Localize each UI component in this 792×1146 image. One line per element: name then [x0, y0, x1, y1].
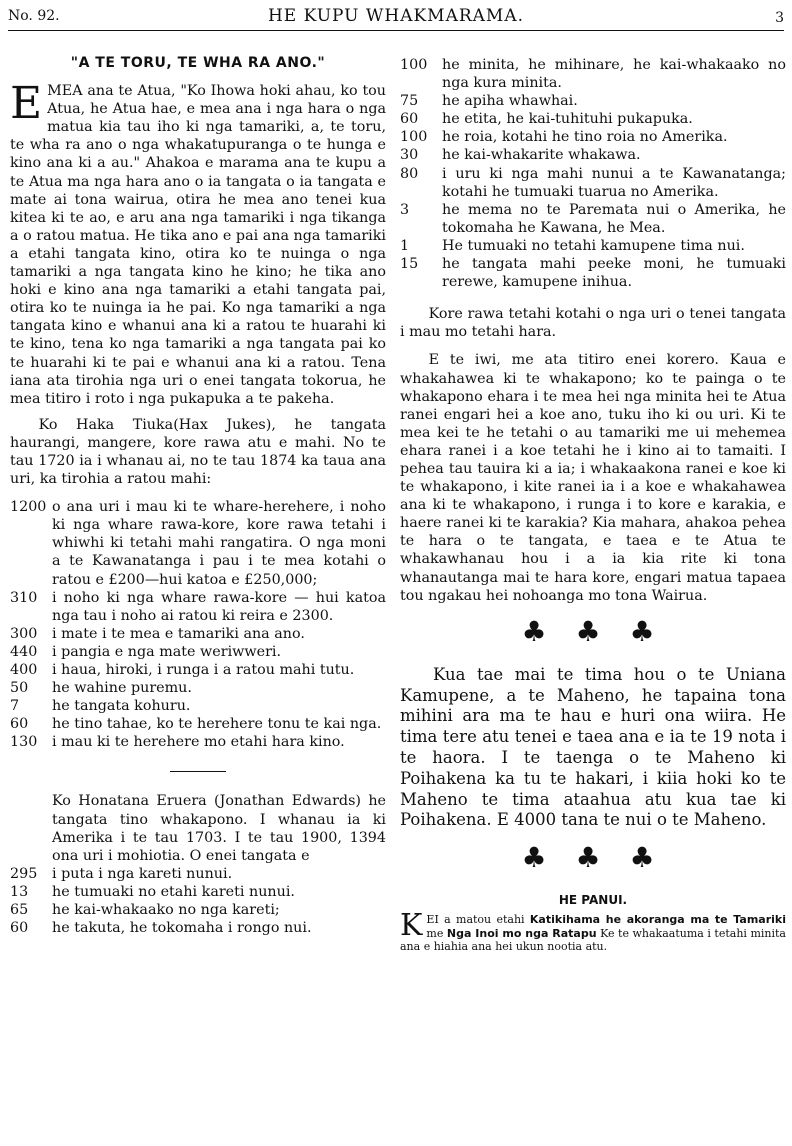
list-item-text: he tangata mahi peeke moni, he tumuaki rerewe, kamupene inihua. [442, 256, 786, 291]
list-item-number: 100 [400, 129, 428, 146]
list-item-text: he wahine puremu. [52, 680, 192, 697]
list-item [400, 128, 786, 146]
list-item [400, 146, 786, 164]
list-item-text: he apiha whawhai. [442, 93, 578, 110]
notice-lead: EI a matou etahi [426, 913, 525, 927]
news-paragraph: Kua tae mai te tima hou o te Uniana Kamupene, a te Maheno, he tapaina tona mihini ara ma te hau e huri ona wiira. He tima tere atu tenei e taea ana e ia te 19 nota i te haora. I te taenga o te Maheno ki Poihakena ka tu te hakari, i kiia hoki ko te Maheno te tima ataahua atu kua tae ki Poihakena. E 4000 tana te nui o te Maheno. [400, 664, 786, 830]
list-item [10, 865, 386, 883]
list-item-number: 1200 [10, 499, 47, 516]
list-item [10, 661, 386, 679]
list-item [400, 201, 786, 237]
notice-bold-1: Katikihama he akoranga ma te Tamariki [529, 913, 786, 927]
list-item [400, 237, 786, 255]
list-item-text: o ana uri i mau ki te whare-herehere, i noho ki nga whare rawa-kore, kore rawa tetahi i whiwhi ki tetahi mahi rangatira. O nga moni a te Kawanatanga i pau i te mea kotahi o ratou e £200—hui katoa e £250,000; [52, 499, 386, 588]
list-item-number: 50 [10, 680, 29, 697]
list-item [10, 883, 386, 901]
list-item-text: i haua, hiroki, i runga i a ratou mahi tutu. [52, 662, 355, 678]
list-item-text: he kai-whakarite whakawa. [442, 147, 641, 164]
list-item-number: 3 [400, 201, 410, 218]
list-item-number: 7 [10, 698, 20, 715]
notice-title: HE PANUI. [558, 893, 628, 908]
jukes-statistics-list [10, 498, 386, 751]
list-item [10, 498, 386, 588]
list-item [10, 625, 386, 643]
list-item-text: i puta i nga kareti nunui. [52, 865, 233, 882]
list-item-text: he minita, he mihinare, he kai-whakaako no nga kura minita. [442, 57, 786, 92]
list-item-text: he etita, he kai-tuhituhi pukapuka. [442, 111, 693, 128]
list-item-number: 440 [10, 643, 38, 660]
right-column [400, 56, 786, 954]
list-item-number: 60 [10, 716, 29, 733]
list-item [10, 679, 386, 697]
list-item [400, 255, 786, 291]
list-item-text: He tumuaki no tetahi kamupene tima nui. [442, 237, 745, 254]
list-item [400, 56, 786, 92]
list-item [400, 110, 786, 128]
list-item-text: he roia, kotahi he tino roia no Amerika. [442, 129, 728, 146]
list-item-number: 60 [400, 111, 419, 128]
list-item-text: i mate i te mea e tamariki ana ano. [52, 625, 305, 642]
issue-number: No. 92. [8, 8, 60, 24]
list-item-text: i uru ki nga mahi nunui a te Kawanatanga; kotahi he tumuaki tuarua no Amerika. [442, 165, 786, 200]
notice-rest: Ke te whakaatuma i tetahi minita ana e hiahia ana hei ukun nootia atu. [400, 926, 786, 954]
list-item-number: 75 [400, 93, 419, 110]
list-item-number: 15 [400, 256, 419, 273]
list-item-text: he tino tahae, ko te herehere tonu te kai nga. [52, 716, 382, 733]
list-item-number: 310 [10, 589, 38, 606]
list-item [10, 901, 386, 919]
article-paragraph-2: Ko Haka Tiuka(Hax Jukes), he tangata haurangi, mangere, kore rawa atu e mahi. No te tau 1720 ia i whanau ai, no te tau 1874 ka taua ana uri, ka tirohia a ratou mahi: [10, 416, 386, 488]
list-item-text: he tangata kohuru. [52, 698, 191, 715]
list-item-number: 295 [10, 865, 38, 882]
edwards-statistics-list-cont [400, 56, 786, 291]
club-ornament-2: ♣ ♣ ♣ [521, 841, 665, 875]
edwards-statistics-list [10, 865, 386, 937]
list-item-text: i noho ki nga whare rawa-kore — hui katoa nga tau i noho ai ratou ki reira e 2300. [52, 589, 386, 624]
list-item-number: 60 [10, 920, 29, 937]
list-item-number: 300 [10, 625, 38, 642]
list-item-text: he kai-whakaako no nga kareti; [52, 902, 280, 919]
page-header [8, 4, 784, 31]
list-item-number: 65 [10, 902, 29, 919]
list-item [10, 697, 386, 715]
list-gutter [10, 792, 52, 864]
list-item-text: he tumuaki no etahi kareti nunui. [52, 883, 295, 900]
list-item-number: 130 [10, 734, 38, 751]
divider-rule [170, 771, 226, 772]
club-ornament: ♣ ♣ ♣ [521, 614, 665, 648]
list-item-number: 400 [10, 662, 38, 678]
list-item [10, 919, 386, 937]
list-item-text: i pangia e nga mate weriwweri. [52, 643, 282, 660]
list-item-text: i mau ki te herehere mo etahi hara kino. [52, 734, 345, 751]
list-item-number: 1 [400, 237, 410, 254]
list-item-text: he takuta, he tokomaha i rongo nui. [52, 920, 312, 937]
notice-text [400, 908, 786, 954]
article-paragraph-3: Ko Honatana Eruera (Jonathan Edwards) he tangata tino whakapono. I whanau ia ki Amerika i te tau 1703. I te tau 1900, 1394 ona uri i mohiotia. O enei tangata e [52, 793, 386, 864]
notice-drop-cap: K [400, 908, 423, 944]
paragraph-text: MEA ana te Atua, "Ko Ihowa hoki ahau, ko tou Atua, he Atua hae, e mea ana i nga hara o nga matua kia tau iho ki nga tamariki, a, te toru, te wha ra ano o nga whakatupuranga o te hunga e kino ana ki a au." Ahakoa e marama ana te kupu a te Atua ma nga hara ano o ia tangata o ia tangata e mate ai tona wairua, otira he mea ano tenei kua kitea ki te ao, e aru ana nga tamariki i nga tikanga a o ratou matua. He tika ano e pai ana nga tamariki a etahi tangata kino, otira ko te nuinga o nga tamariki a nga tangata kino he kino; he tika ano hoki e kino ana nga tamariki a etahi tangata pai, otira ko te nuinga ia he pai. Ko nga tamariki a nga tangata kino e whanui ana ki a ratou te huarahi ki te kino, tena ko nga tamariki a nga tangata pai ko te huarahi ki te pai e whanui ana ki a ratou. Tena iana ata tirohia nga uri o enei tangata tokorua, he mea titiro i roto i nga pukapuka a te pakeha. [10, 83, 386, 407]
notice-mid: me [426, 926, 444, 940]
left-column [10, 40, 386, 937]
article-title: "A TE TORU, TE WHA RA ANO." [70, 55, 326, 71]
list-item [10, 715, 386, 733]
article-paragraph-4: Kore rawa tetahi kotahi o nga uri o tenei tangata i mau mo tetahi hara. [400, 306, 786, 341]
notice-bold-2: Nga Inoi mo nga Ratapu [446, 926, 597, 940]
edwards-intro [10, 792, 386, 864]
page-number: 3 [775, 10, 784, 26]
list-item-number: 100 [400, 57, 428, 73]
list-item-number: 13 [10, 883, 29, 900]
list-item [10, 589, 386, 625]
list-item [10, 733, 386, 751]
list-item [400, 165, 786, 201]
article-paragraph-5: E te iwi, me ata titiro enei korero. Kaua e whakahawea ki te whakapono; ko te painga o te whakapono ehara i te mea hei nga minita hei te Atua ranei engari hei a koe ano, tuku iho ki ou uri. Ki te mea kei te he tetahi o au tamariki me ui mehemea ehara ranei i a koe tetahi he i kino ai to tamaiti. I pehea tau tauira ki a ia; i whakaakona ranei e koe ki te whakapono, i kite ranei ia i a koe e whakahawea ana ki te whakapono, i runga i to kore e karakia, e haere ranei ki te karakia? Kia mahara, ahakoa pehea te hara o te tangata, e taea e te Atua te whakawhanau hou i a ia kia rite ki tona whanautanga mai te hara kore, engari matua tapaea tou ngakau hei nohoanga mo tona Wairua. [400, 352, 786, 604]
newspaper-title: HE KUPU WHAKMARAMA. [267, 6, 525, 26]
list-item-text: he mema no te Paremata nui o Amerika, he tokomaha he Kawana, he Mea. [442, 201, 786, 236]
list-item-number: 30 [400, 147, 419, 164]
drop-cap: E [10, 78, 43, 130]
list-item [400, 92, 786, 110]
list-item [10, 643, 386, 661]
list-item-number: 80 [400, 165, 419, 182]
article-paragraph-1 [10, 78, 386, 408]
